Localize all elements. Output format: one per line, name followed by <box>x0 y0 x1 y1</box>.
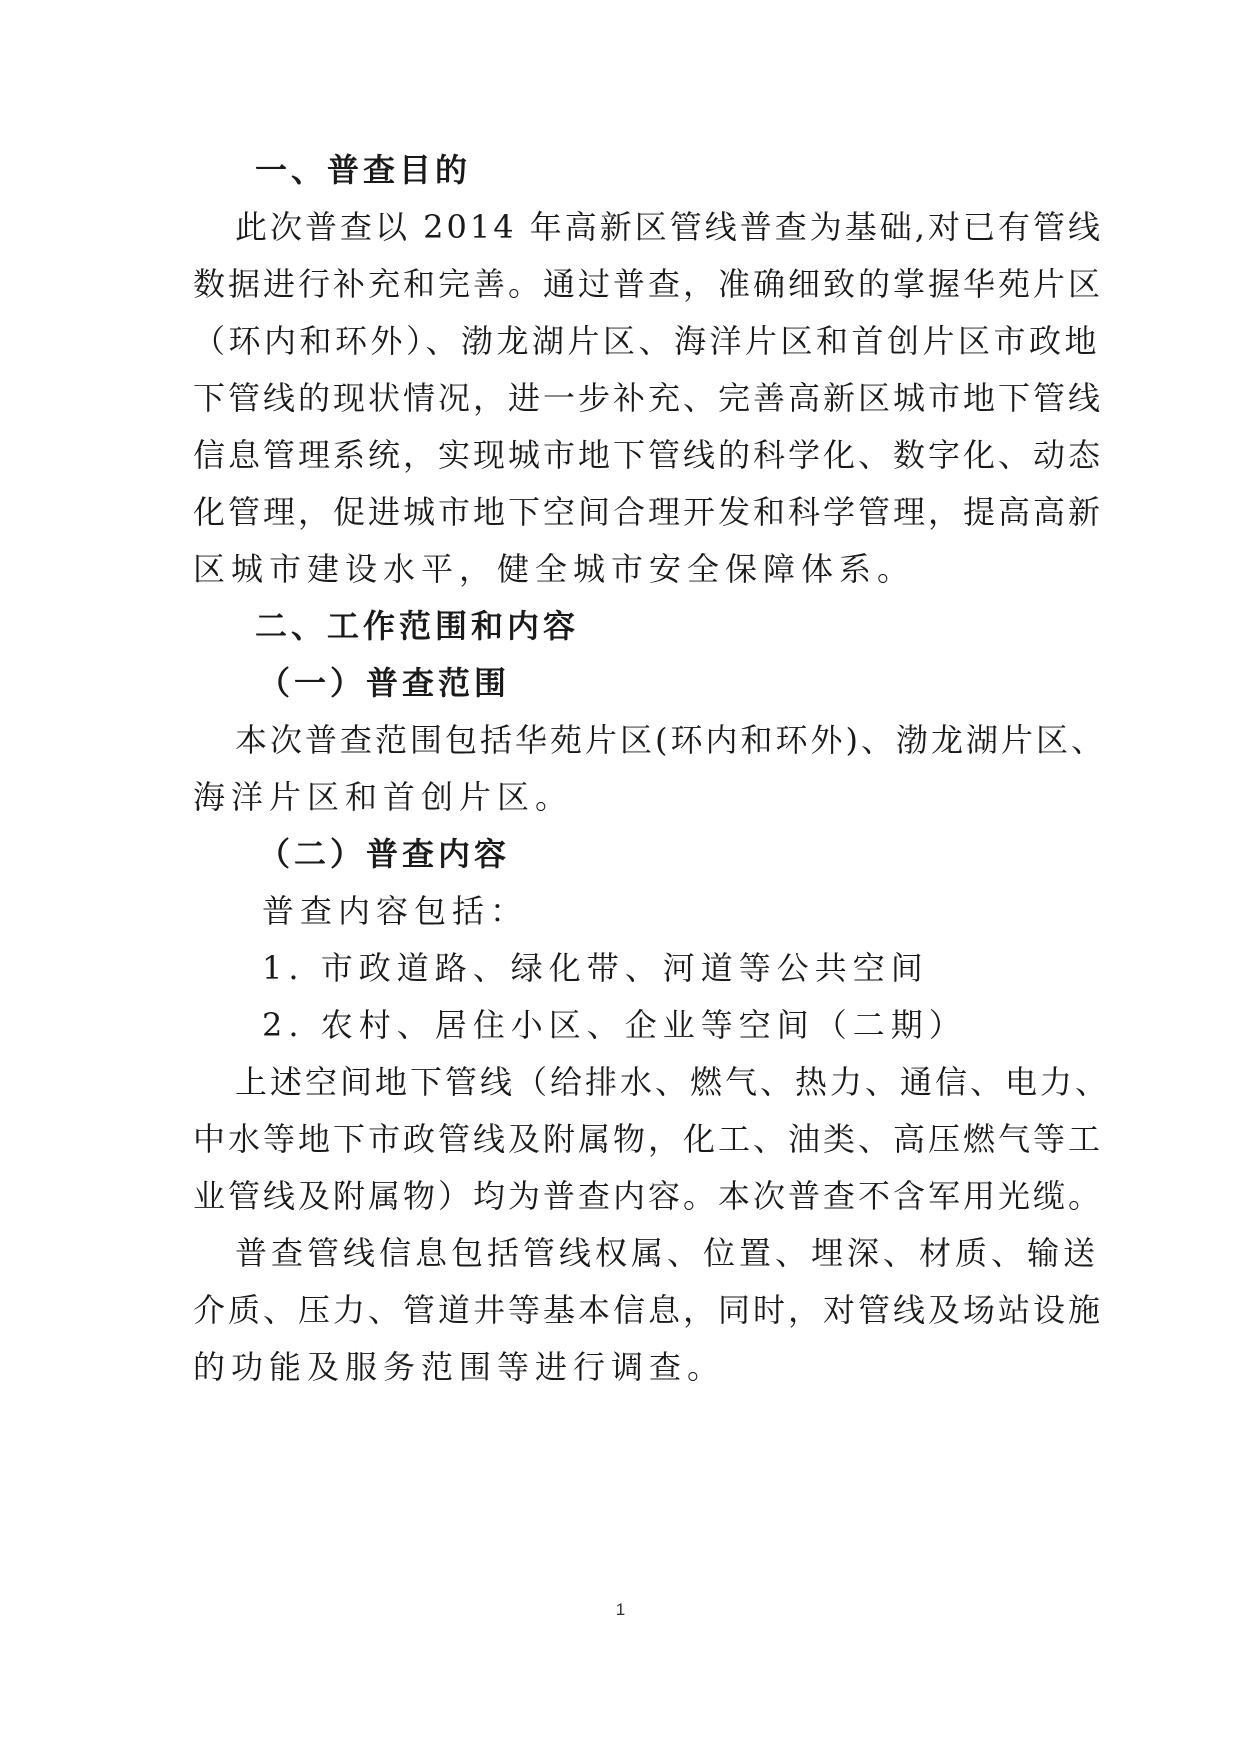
section-1-line-4: 下管线的现状情况，进一步补充、完善高新区城市地下管线 <box>193 379 1104 417</box>
section-1-line-1: 此次普查以 2014 年高新区管线普查为基础,对已有管线 <box>235 208 1103 246</box>
paragraph-1-line-2: 中水等地下市政管线及附属物，化工、油类、高压燃气等工 <box>193 1120 1104 1158</box>
subsection-1-heading: （一）普查范围 <box>258 664 511 702</box>
paragraph-1-line-3: 业管线及附属物）均为普查内容。本次普查不含军用光缆。 <box>193 1177 1104 1215</box>
subsection-1-line-2: 海洋片区和首创片区。 <box>193 778 574 816</box>
paragraph-2-line-1: 普查管线信息包括管线权属、位置、埋深、材质、输送 <box>235 1234 1100 1272</box>
section-2-heading: 二、工作范围和内容 <box>255 607 580 645</box>
section-1-line-3: （环内和环外）、渤龙湖片区、海洋片区和首创片区市政地 <box>193 322 1101 360</box>
list-item-1: 1. 市政道路、绿化带、河道等公共空间 <box>262 949 929 987</box>
list-item-2: 2. 农村、居住小区、企业等空间（二期） <box>262 1006 967 1044</box>
section-1-line-7: 区城市建设水平，健全城市安全保障体系。 <box>193 550 916 588</box>
subsection-2-heading: （二）普查内容 <box>258 835 511 873</box>
subsection-1-line-1: 本次普查范围包括华苑片区(环内和环外)、渤龙湖片区、 <box>235 721 1106 759</box>
paragraph-1-line-1: 上述空间地下管线（给排水、燃气、热力、通信、电力、 <box>235 1063 1111 1101</box>
section-1-heading: 一、普查目的 <box>255 151 472 189</box>
section-1-line-5: 信息管理系统，实现城市地下管线的科学化、数字化、动态 <box>193 436 1104 474</box>
section-1-line-6: 化管理，促进城市地下空间合理开发和科学管理，提高高新 <box>193 493 1104 531</box>
section-1-line-2: 数据进行补充和完善。通过普查，准确细致的掌握华苑片区 <box>193 265 1104 303</box>
paragraph-2-line-3: 的功能及服务范围等进行调查。 <box>193 1348 726 1386</box>
subsection-2-intro: 普查内容包括： <box>262 892 529 930</box>
page-number: 1 <box>615 1600 626 1619</box>
paragraph-2-line-2: 介质、压力、管道井等基本信息，同时，对管线及场站设施 <box>193 1291 1104 1329</box>
